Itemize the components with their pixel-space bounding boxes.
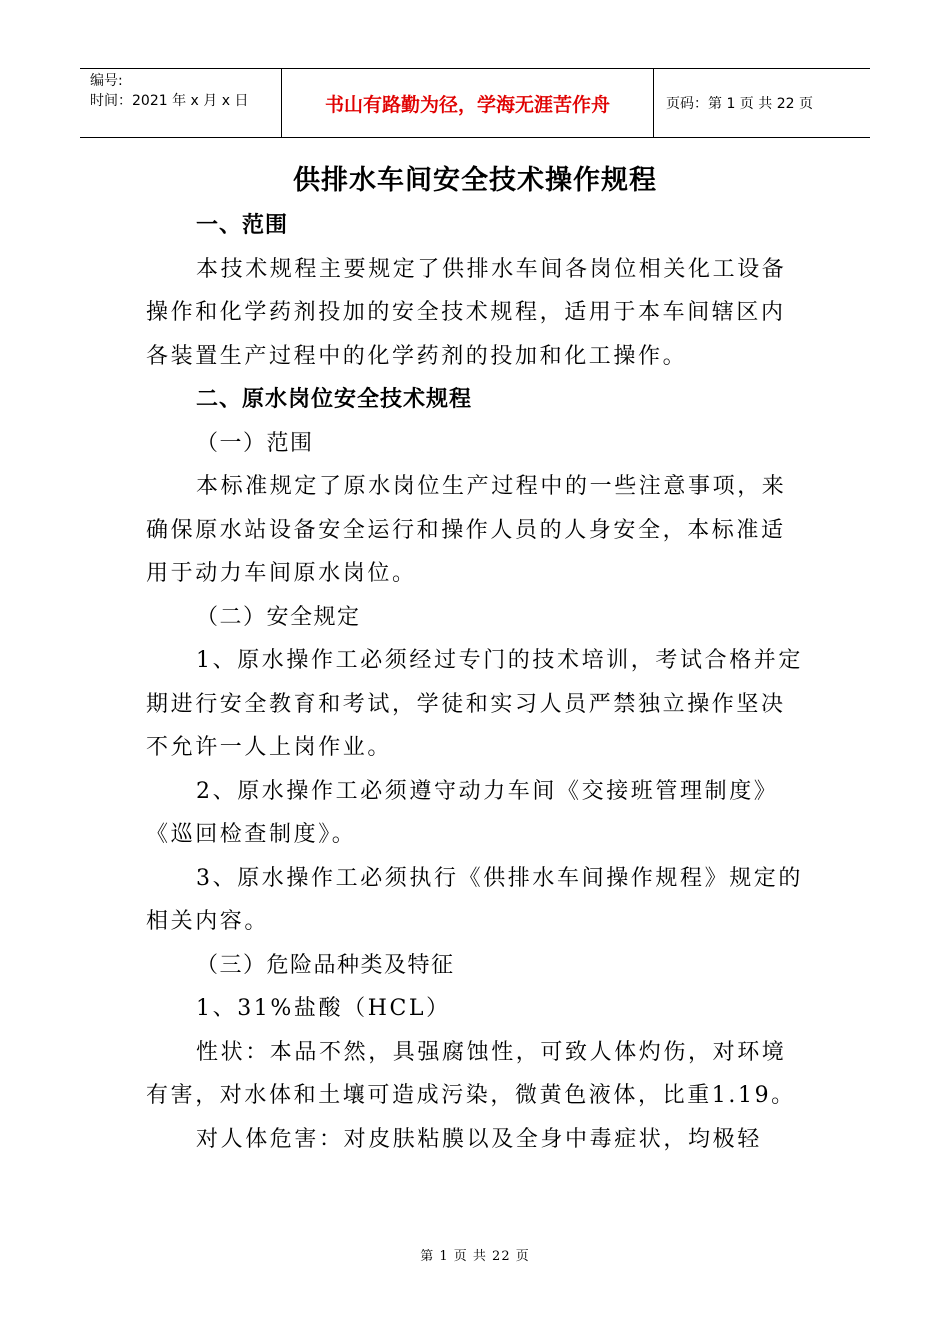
header-meta xyxy=(80,69,282,137)
paragraph: 对人体危害：对皮肤粘膜以及全身中毒症状，均极轻 xyxy=(196,1126,762,1152)
number-label: 编号: xyxy=(90,73,123,89)
subsection-heading: （三）危险品种类及特征 xyxy=(196,952,455,978)
document-title: 供排水车间安全技术操作规程 xyxy=(293,165,657,196)
section-heading: 一、范围 xyxy=(196,213,289,238)
paragraph: 3、原水操作工必须执行《供排水车间操作规程》规定的相关内容。 xyxy=(146,865,803,934)
paragraph: 本技术规程主要规定了供排水车间各岗位相关化工设备操作和化学药剂投加的安全技术规程，适用于本车间辖区内各装置生产过程中的化学药剂的投加和化工操作。 xyxy=(146,256,787,369)
page-header xyxy=(80,68,870,138)
time-label: 时间：2021 年 x 月 x 日 xyxy=(90,93,249,109)
paragraph: 1、原水操作工必须经过专门的技术培训，考试合格并定期进行安全教育和考试，学徒和实习人员严禁独立操作坚决不允许一人上岗作业。 xyxy=(146,648,803,760)
paragraph: 性状：本品不然，具强腐蚀性，可致人体灼伤，对环境有害，对水体和土壤可造成污染，微黄色液体，比重1.19。 xyxy=(146,1039,796,1108)
subsection-heading: （二）安全规定 xyxy=(196,604,361,630)
section-heading: 二、原水岗位安全技术规程 xyxy=(196,387,473,412)
header-motto: 书山有路勤为径，学海无涯苦作舟 xyxy=(282,69,654,137)
subsection-heading: （一）范围 xyxy=(196,430,314,456)
header-page-info: 页码：第 1 页 共 22 页 xyxy=(666,96,813,112)
page-footer: 第 1 页 共 22 页 xyxy=(420,1249,530,1264)
document-body xyxy=(146,204,806,1161)
paragraph: 2、原水操作工必须遵守动力车间《交接班管理制度》《巡回检查制度》。 xyxy=(146,778,779,847)
paragraph: 本标准规定了原水岗位生产过程中的一些注意事项，来确保原水站设备安全运行和操作人员的人身安全，本标准适用于动力车间原水岗位。 xyxy=(146,474,787,586)
paragraph: 1、31%盐酸（HCL） xyxy=(196,996,451,1021)
